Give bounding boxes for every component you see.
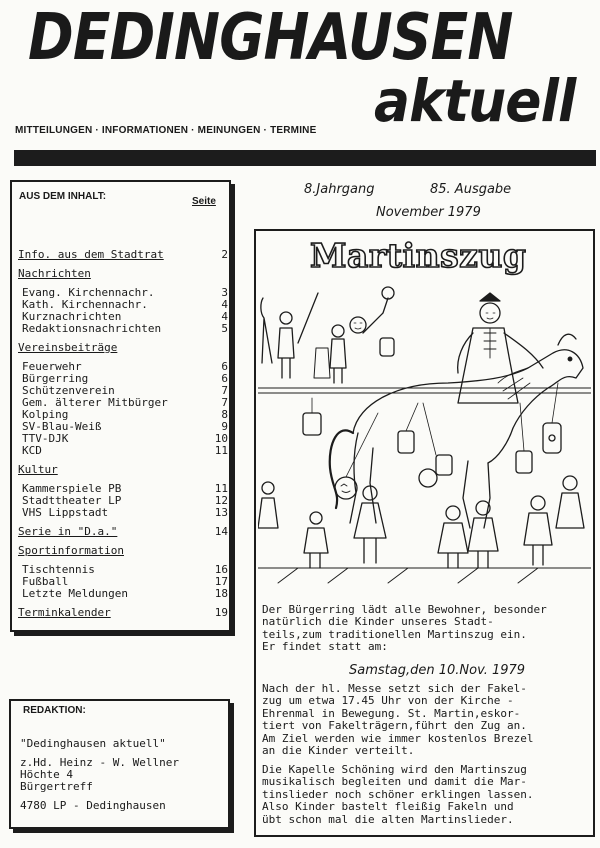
article-title: Martinszug <box>310 236 527 275</box>
toc-entry-label: Stadttheater LP <box>22 494 122 507</box>
martinszug-illustration <box>258 283 591 598</box>
toc-entry-page: 18 <box>214 587 228 600</box>
toc-entry-label: Kath. Kirchennachr. <box>22 298 148 311</box>
article-line: Die Kapelle Schöning wird den Martinszug <box>262 763 527 776</box>
issue-date: November 1979 <box>376 205 481 220</box>
toc-entry-page: 6 <box>221 360 228 373</box>
toc-entry-page: 19 <box>214 606 228 619</box>
toc-page-column-label: Seite <box>192 196 216 207</box>
toc-entry-page: 4 <box>221 310 228 323</box>
toc-entry-label: Info. aus dem Stadtrat <box>18 248 164 261</box>
toc-entry-label: Fußball <box>22 575 69 588</box>
toc-entry-page: 3 <box>221 286 228 299</box>
redaktion-line: Höchte 4 <box>20 768 73 781</box>
event-date: Samstag,den 10.Nov. 1979 <box>349 663 526 678</box>
redaktion-line: Bürgertreff <box>20 780 93 793</box>
article-line: musikalisch begleiten und damit die Mar- <box>262 775 527 789</box>
toc-entry-page: 7 <box>221 384 228 397</box>
toc-entry-label: SV-Blau-Weiß <box>22 420 102 433</box>
toc-entry-label: Nachrichten <box>18 267 91 280</box>
article-line: Also Kinder bastelt fleißig Fakeln und <box>262 800 514 814</box>
toc-entry-label: Vereinsbeiträge <box>18 341 118 354</box>
ground-lines <box>258 388 591 583</box>
toc-entry-label: TTV-DJK <box>22 432 69 445</box>
toc-entry-label: Feuerwehr <box>22 360 82 373</box>
redaktion-line: 4780 LP - Dedinghausen <box>20 799 166 812</box>
article-line: natürlich die Kinder unseres Stadt- <box>262 615 494 629</box>
toc-entry-page: 4 <box>221 298 228 311</box>
horse-figure <box>330 334 583 528</box>
toc-entry-label: Sportinformation <box>18 544 124 557</box>
toc-heading: AUS DEM INHALT: <box>19 191 107 202</box>
article-line: zug um etwa 17.45 Uhr von der Kirche - <box>262 694 514 708</box>
toc-entry-page: 5 <box>221 322 228 335</box>
article-line: Ehrenmal in Bewegung. St. Martin,eskor- <box>262 706 521 720</box>
masthead-subtitle: aktuell <box>374 67 576 135</box>
issue-number: 85. Ausgabe <box>430 182 512 197</box>
toc-entry-page: 2 <box>221 248 228 261</box>
toc-entry-label: Terminkalender <box>18 606 111 619</box>
toc-entry-label: Tischtennis <box>22 563 95 576</box>
toc-entry-page: 16 <box>214 563 228 576</box>
toc-entry-page: 7 <box>221 396 228 409</box>
article-line: übt schon mal die alten Martinslieder. <box>262 812 514 826</box>
lanterns <box>303 383 561 499</box>
toc-entry-page: 8 <box>221 408 228 421</box>
toc-entry-page: 11 <box>214 482 228 495</box>
issue-year: 8.Jahrgang <box>304 182 375 197</box>
toc-entry-label: Kammerspiele PB <box>22 482 122 495</box>
article-line: Er findet statt am: <box>262 640 388 654</box>
toc-entry-label: Bürgerring <box>22 372 89 385</box>
toc-entry-page: 17 <box>214 575 228 588</box>
article-line: teils,zum traditionellen Martinszug ein. <box>262 627 527 641</box>
toc-entry-page: 10 <box>214 432 228 445</box>
toc-entry-page: 12 <box>214 494 228 507</box>
masthead-rule <box>14 150 596 166</box>
toc-entry-label: Redaktionsnachrichten <box>22 322 162 335</box>
redaktion-line: z.Hd. Heinz - W. Wellner <box>20 756 179 769</box>
toc-entry-label: Gem. älterer Mitbürger <box>22 396 168 409</box>
article-line: Am Ziel werden wie immer kostenlos Brezel <box>262 731 534 745</box>
toc-entry-page: 9 <box>221 420 228 433</box>
article-line: tiert von Fakelträgern,führt den Zug an. <box>262 719 527 733</box>
toc-entry-label: Letzte Meldungen <box>22 587 128 600</box>
children-top-left <box>261 287 394 383</box>
masthead-tagline: MITTEILUNGEN · INFORMATIONEN · MEINUNGEN · TERMINE <box>15 125 317 136</box>
redaktion-line: "Dedinghausen aktuell" <box>20 737 166 750</box>
st-martin-figure <box>458 293 543 403</box>
article-line: an die Kinder verteilt. <box>262 744 415 757</box>
toc-entry-label: Kultur <box>18 463 58 476</box>
toc-entry-label: Serie in "D.a." <box>18 525 118 538</box>
toc-entry-page: 6 <box>221 372 228 385</box>
article-line: Der Bürgerring lädt alle Bewohner, besonder <box>262 603 547 616</box>
toc-entry-page: 13 <box>214 506 228 519</box>
toc-entry-label: VHS Lippstadt <box>22 506 109 519</box>
redaktion-heading: REDAKTION: <box>23 705 86 716</box>
toc-entry-label: Kurznachrichten <box>22 310 122 323</box>
toc-entry-page: 14 <box>214 525 228 538</box>
toc-entry-label: Schützenverein <box>22 384 115 397</box>
toc-entry-label: KCD <box>22 444 42 457</box>
toc-entry-label: Kolping <box>22 408 69 421</box>
toc-entry-page: 11 <box>214 444 228 457</box>
children-bottom <box>258 476 584 568</box>
article-line: Nach der hl. Messe setzt sich der Fakel- <box>262 682 527 695</box>
toc-entry-label: Evang. Kirchennachr. <box>22 286 155 299</box>
masthead-title: DEDINGHAUSEN <box>28 1 513 75</box>
article-line: tinslieder noch schöner erklingen lassen. <box>262 787 534 801</box>
